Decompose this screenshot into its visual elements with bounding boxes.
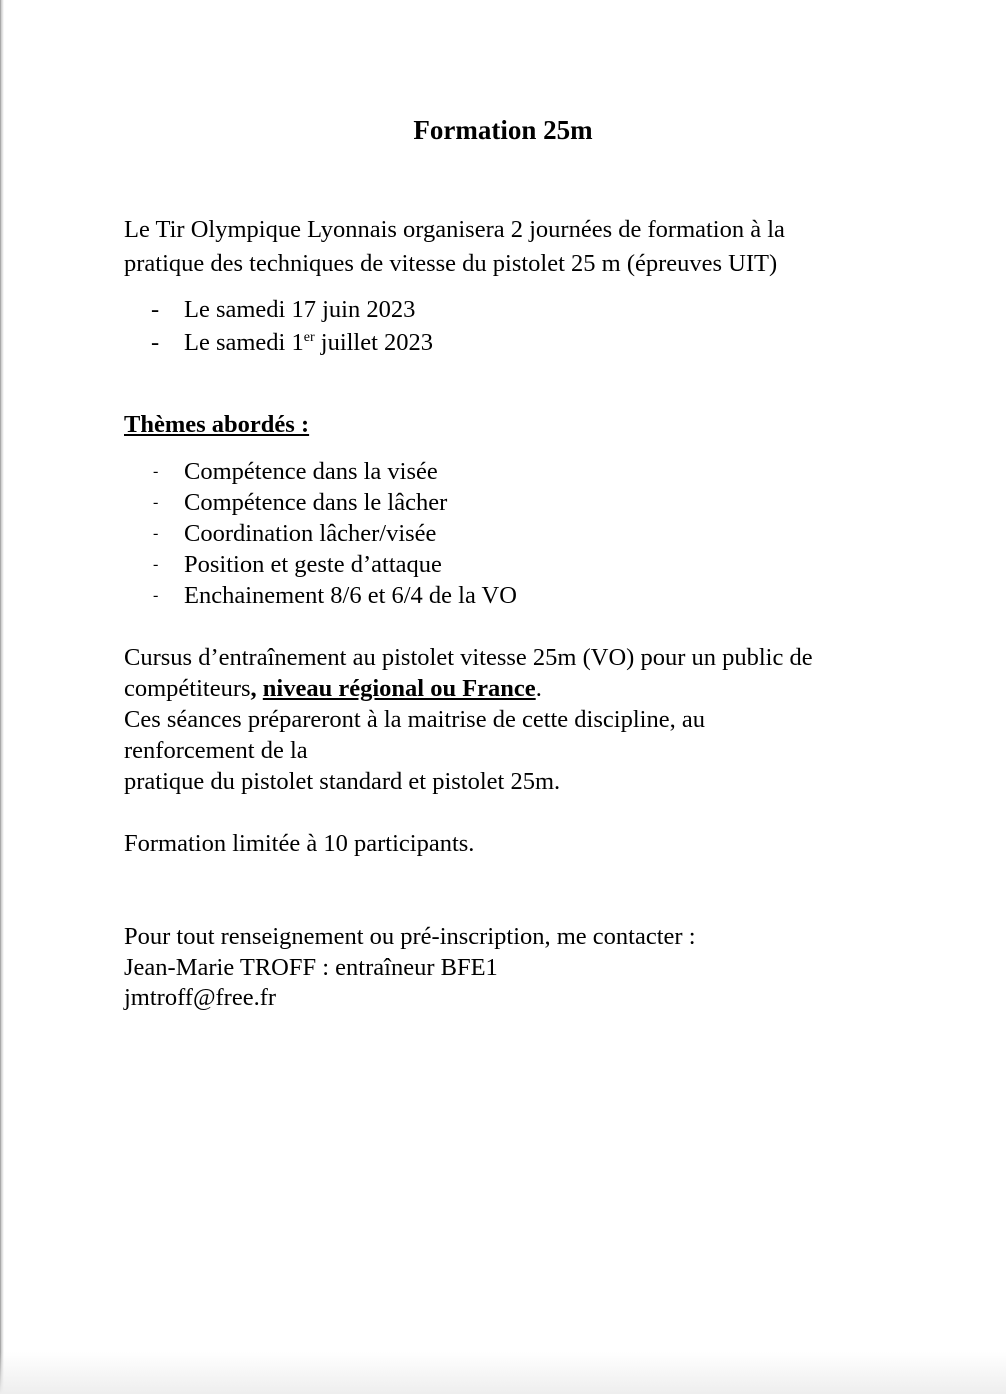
themes-heading: Thèmes abordés : <box>124 411 310 438</box>
theme-item-1: Compétence dans la visée <box>184 458 438 485</box>
date-item-2-suffix: juillet 2023 <box>314 329 434 356</box>
date-item-2-prefix: Le samedi 1 <box>184 329 304 356</box>
cursus-line-2-comma: , <box>250 675 263 702</box>
cursus-line-2 <box>124 673 542 704</box>
contact-email: jmtroff@free.fr <box>124 984 277 1011</box>
theme-bullet-dash: - <box>153 556 159 573</box>
contact-line-1: Pour tout renseignement ou pré-inscription, me contacter : <box>124 923 696 950</box>
cursus-line-4: renforcement de la <box>124 737 308 764</box>
cursus-line-1: Cursus d’entraînement au pistolet vitesse 25m (VO) pour un public de <box>124 644 813 671</box>
theme-item-4: Position et geste d’attaque <box>184 551 442 578</box>
theme-bullet-dash: - <box>153 494 159 511</box>
date-item-2 <box>184 327 433 358</box>
cursus-line-2-suffix: . <box>535 675 542 702</box>
document-title: Formation 25m <box>413 115 593 145</box>
theme-item-5: Enchainement 8/6 et 6/4 de la VO <box>184 582 517 609</box>
intro-line-1: Le Tir Olympique Lyonnais organisera 2 journées de formation à la <box>124 216 785 243</box>
cursus-line-5: pratique du pistolet standard et pistolet 25m. <box>124 768 561 795</box>
cursus-line-2-prefix: compétiteurs <box>124 675 251 702</box>
cursus-line-3: Ces séances prépareront à la maitrise de cette discipline, au <box>124 706 705 733</box>
page-bottom-shadow <box>0 1352 1006 1394</box>
page-left-edge <box>0 0 4 1394</box>
date-item-1: Le samedi 17 juin 2023 <box>184 296 416 323</box>
theme-item-2: Compétence dans le lâcher <box>184 489 448 516</box>
cursus-level-emphasis: niveau régional ou France <box>262 675 536 702</box>
date-bullet-dash: - <box>151 296 160 323</box>
theme-bullet-dash: - <box>153 525 159 542</box>
date-bullet-dash: - <box>151 329 160 356</box>
theme-bullet-dash: - <box>153 463 159 480</box>
theme-bullet-dash: - <box>153 587 159 604</box>
contact-line-2: Jean-Marie TROFF : entraîneur BFE1 <box>124 954 498 981</box>
participants-limit: Formation limitée à 10 participants. <box>124 830 475 857</box>
date-item-2-superscript: er <box>303 329 315 345</box>
intro-line-2: pratique des techniques de vitesse du pistolet 25 m (épreuves UIT) <box>124 250 778 277</box>
theme-item-3: Coordination lâcher/visée <box>184 520 437 547</box>
